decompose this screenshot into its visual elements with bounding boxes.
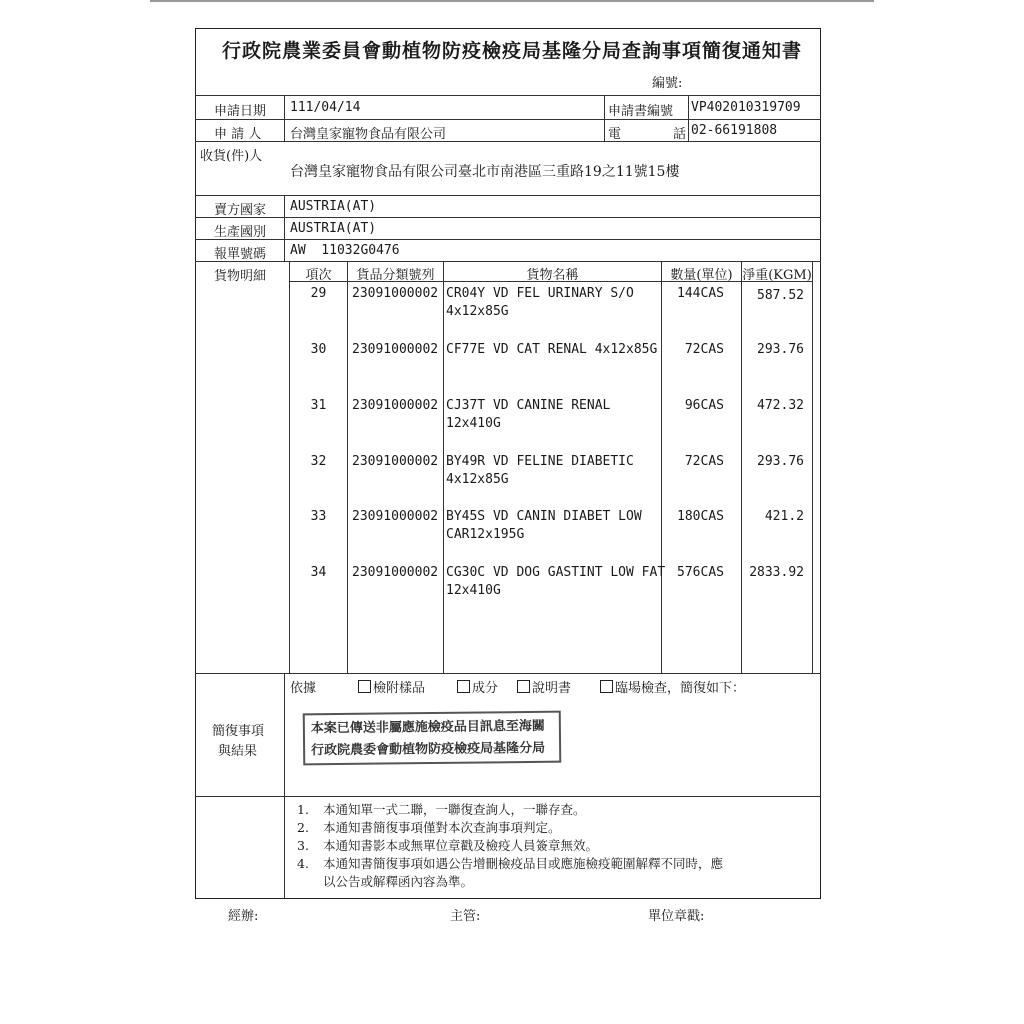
table-row [0, 508, 1024, 548]
row-name: BY45S VD CANIN DIABET LOW [446, 509, 642, 524]
row-item: 31 [310, 398, 327, 413]
note-item [297, 855, 723, 873]
applicant-label: 申 請 人 [214, 127, 262, 142]
table-row [0, 397, 1024, 437]
result-section-label: 與結果 [218, 744, 258, 759]
note-item [297, 819, 561, 837]
note-text: 本通知單一式二聯，一聯復查詢人，一聯存查。 [323, 802, 586, 817]
checkbox-inspection[interactable] [600, 680, 613, 693]
basis-label: 依據 [290, 681, 317, 696]
phone-label: 電 話 [608, 127, 686, 142]
apply-date-label: 申請日期 [214, 104, 267, 119]
seal-label: 單位章戳: [648, 909, 705, 924]
document-title: 行政院農業委員會動植物防疫檢疫局基隆分局查詢事項簡復通知書 [222, 40, 803, 62]
form-no-label: 申請書編號 [608, 104, 674, 119]
apply-date-value: 111/04/14 [290, 100, 361, 115]
customs-stamp [303, 711, 562, 766]
goods-label: 貨物明細 [214, 269, 267, 284]
seller-country-label: 賣方國家 [214, 203, 267, 218]
note-number: 4. [297, 856, 309, 871]
row-name: CJ37T VD CANINE RENAL [446, 398, 611, 413]
row-code: 23091000002 [352, 565, 439, 580]
stamp-line-2: 行政院農委會動植物防疫檢疫局基隆分局 [311, 740, 546, 759]
handler-label: 經辦: [228, 909, 259, 924]
header-item: 項次 [305, 268, 332, 283]
header-name: 貨物名稱 [526, 268, 579, 283]
row-name-line2: CAR12x195G [446, 527, 525, 542]
note-number: 1. [297, 802, 309, 817]
row-name: BY49R VD FELINE DIABETIC [446, 454, 634, 469]
row-item: 29 [310, 286, 327, 301]
consignee-value: 台灣皇家寵物食品有限公司臺北市南港區三重路19之11號15樓 [290, 164, 680, 180]
row-item: 33 [310, 509, 327, 524]
serial-label: 編號: [652, 76, 683, 91]
checkbox-sample[interactable] [358, 680, 371, 693]
header-qty: 數量(單位) [670, 268, 733, 283]
row-qty: 576CAS [677, 565, 724, 580]
row-weight: 421.2 [764, 509, 804, 524]
consignee-label: 收貨(件)人 [200, 149, 263, 164]
checkbox-ingredients[interactable] [457, 680, 470, 693]
applicant-value: 台灣皇家寵物食品有限公司 [290, 127, 447, 142]
row-code: 23091000002 [352, 342, 439, 357]
supervisor-label: 主管: [450, 909, 481, 924]
declaration-no-label: 報單號碼 [214, 247, 267, 262]
row-name-line2: 12x410G [446, 416, 501, 431]
note-text: 本通知書影本或無單位章戳及檢疫人員簽章無效。 [323, 838, 599, 853]
row-name-line2: 4x12x85G [446, 304, 509, 319]
note-text: 以公告或解釋函內容為準。 [323, 874, 474, 889]
row-name: CG30C VD DOG GASTINT LOW FAT [446, 565, 666, 580]
note-item [297, 837, 598, 855]
note-number: 3. [297, 838, 309, 853]
row-weight: 293.76 [757, 342, 804, 357]
row-item: 34 [310, 565, 327, 580]
row-weight: 587.52 [757, 288, 804, 303]
row-code: 23091000002 [352, 398, 439, 413]
declaration-no-value: AW 11032G0476 [290, 243, 400, 258]
table-row [0, 341, 1024, 381]
origin-country-label: 生產國別 [214, 225, 267, 240]
row-weight: 2833.92 [749, 565, 804, 580]
row-weight: 293.76 [757, 454, 804, 469]
note-text: 本通知書簡復事項僅對本次查詢事項判定。 [323, 820, 561, 835]
table-row [0, 564, 1024, 604]
seller-country-value: AUSTRIA(AT) [290, 199, 377, 214]
row-qty: 72CAS [684, 454, 724, 469]
row-name-line2: 12x410G [446, 583, 501, 598]
scan-edge [150, 0, 874, 2]
note-number: 2. [297, 820, 309, 835]
option-sample: 檢附樣品 [358, 677, 425, 696]
reply-section-label: 簡復事項 [212, 724, 265, 739]
row-qty: 144CAS [677, 286, 724, 301]
table-row [0, 453, 1024, 493]
row-name: CF77E VD CAT RENAL 4x12x85G [446, 342, 658, 357]
note-item [297, 801, 586, 819]
row-item: 30 [310, 342, 327, 357]
stamp-line-1: 本案已傳送非屬應施檢疫品目訊息至海關 [310, 718, 545, 737]
form-no-value: VP402010319709 [691, 100, 801, 115]
row-code: 23091000002 [352, 454, 439, 469]
row-weight: 472.32 [757, 398, 804, 413]
row-qty: 72CAS [684, 342, 724, 357]
row-code: 23091000002 [352, 286, 439, 301]
note-text: 本通知書簡復事項如遇公告增刪檢疫品目或應施檢疫範圍解釋不同時，應 [323, 856, 724, 871]
header-code: 貨品分類號列 [356, 268, 435, 283]
checkbox-manual[interactable] [517, 680, 530, 693]
note-item [297, 873, 473, 891]
option-ingredients: 成分 [457, 677, 498, 696]
origin-country-value: AUSTRIA(AT) [290, 221, 377, 236]
row-name-line2: 4x12x85G [446, 472, 509, 487]
option-manual: 說明書 [517, 677, 571, 696]
option-inspection: 臨場檢查，簡復如下： [600, 677, 745, 696]
header-weight: 淨重(KGM) [742, 268, 812, 283]
row-code: 23091000002 [352, 509, 439, 524]
row-qty: 180CAS [677, 509, 724, 524]
table-row [0, 285, 1024, 325]
row-qty: 96CAS [684, 398, 724, 413]
phone-value: 02-66191808 [691, 123, 778, 138]
row-item: 32 [310, 454, 327, 469]
row-name: CR04Y VD FEL URINARY S/O [446, 286, 634, 301]
